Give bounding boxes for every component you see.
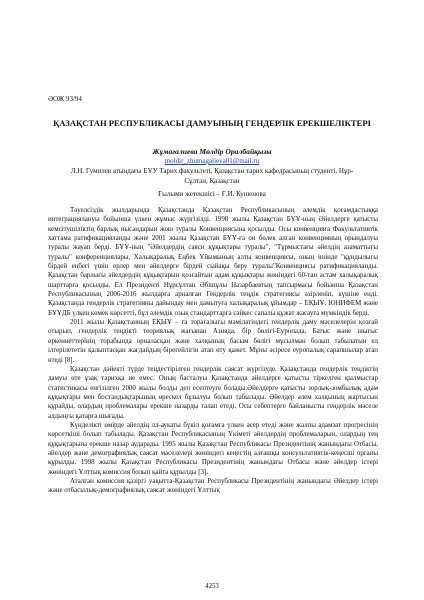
paper-title: ҚАЗАҚСТАН РЕСПУБЛИКАСЫ ДАМУЫНЫҢ ГЕНДЕРЛІК ЕРЕКШЕЛІКТЕРІ	[53, 118, 371, 128]
scientific-supervisor: Ғылыми жетекшісі – Ғ.И. Кушенова	[158, 190, 266, 198]
author-affiliation: Л.Н. Гумилев атындағы ЕҰУ Тарих факультеті, Қазақстан тарих кафедрасының студенті, Нұр-Сұлтан, Қазақстан	[70, 167, 354, 185]
body-paragraph: Тәуелсіздік жылдарында Қазақстанда Қазақстан Республикасының әлемдік қоғамдастыққа интеграциялануы бойынша үлкен жұмыс жүргізілді. 1998 жылы Қазақстан БҰҰ-ның Әйелдерге қатысты кемсітушіліктің барлық нысандарын жою туралы Конвенциясына қосылды. Осы конвенцияға Факультативтік хаттама ратификацияланды және 2001 жылы Қазақстан БҰҰ-ға он бөлек алған конвенцияның орындалуы туралы жауап берді. БҰҰ-ның "Әйелдердің саяси құқықтары туралы", "Тұрмыстағы әйелдің азаматтығы туралы" конференциялары, Халықаралық Еңбек Ұйымының алты конвенциясы, оның ішінде "құндылығы бірдей еңбегі үшін ерлер мен әйелдерге бірдей сыйақы беру туралы"Конвенциясы ратификацияланды. Қазақстан барлығы әйелдердің құқықтарын қозғайтын адам құқықтары жөніндегі 60-тан астам халықаралық шарттарға қосылды. Ел Президенті Нұрсұлтан Әбішұлы Назарбаевтың тапсырмасы бойынша Қазақстан Республикасының 2006-2016 жылдарға арналған Гендерлік теңдік стратегиясы әзірленіп, күшіне енді. Қазақстанда гендерлік стратегияны дайындау мен дамытуға халықаралық ұйымдар – ЕҚЫҰ, ЮНИФЕМ және БҰҰДБ үлкен көмек көрсетті, бұл әлемдік озық стандарттарға сәйкес сапалы құжат жасауға мүмкіндік берді.	[48, 207, 378, 317]
article-body	[48, 206, 378, 496]
body-paragraph: Қазақстан дәйекті түрде теңдестірілген гендерлік саясат жүргізуде. Қазақстанда гендерлік теңдіктің дамуы өте ұзақ тарихқа ие емес. Оның басталуы Қазақстанда әйелдерге қатысты тіркелген қылмыстар статистикасы енгізілген 2000 жылы болды деп есептеуге болады.Әйелдерге қатысты зорлық-зомбылық адам құқықтары мен бостандықтарының өрескел бұзылуы болып табылады. Әйелдер әлем халқының жартысын құрайды, олардың проблемалары ерекше назарды талап етеді. Осы себептерге байланысты гендерлік мәселе алдыңғы қатарға шығады.	[48, 365, 378, 420]
udc-code: ӘОЖ 93/94	[48, 95, 82, 103]
author-name: Жұмағалиева Мөлдір Оралбайқызы	[152, 147, 272, 156]
body-paragraph: Аталған комиссия қазіргі уақытта-Қазақстан Республикасы Президентінің жанындағы Әйелдер істері және отбасылық-демографиялық саясат жөніндегі Ұлттық	[48, 477, 378, 495]
page-number: 4253	[205, 583, 219, 590]
body-paragraph: Күнделікті өмірде әйелдің лл-аукаты бүкіл қоғамға үлкен әсер етеді және жалпы адамзат прогресінің көрсеткіші болып табылады. Қазақстан Республикасының Үкіметі әйелдердің проблемаларын, олардың тең құқықтарына ерекше назар аударады. 1995 жылы Қазақстан Республикасы Президентінің жанындағы Отбасы, әйелдер және демографиялық саясат мәселелері жөніндегі кеңестің алғашқы консультативтік-кеңесші органы құрылды. 1998 жылы Қазақстан Республикасы Президентінің жанындағы Отбасы және әйелдер істері жөніндегі Ұлттық комиссия болып қайта құрылды [3].	[48, 421, 378, 476]
author-email-link[interactable]: moldir_zhumagalieva01@mail.ru	[164, 157, 260, 165]
body-paragraph: 2011 жылы Қазақстанның ЕҚЫҰ – ға торағалығы мәміләтіндегі гендерлік даму мәселелерін қозғай отырып, гендерлік теңдікті теориялық жағынан Азияда, бір бөлігі-Еуропада, Батыс және шығыс өркениеттерінің торабында орналасқан және халқының басым бөлігі мұсылман болып табылатын ел ілгерілететін қалыптасқан жағдайдың біреғейлігін атап өту қажет. Мұны әсіресе еуропалық сарапшылар атап өтеді [8].	[48, 319, 378, 364]
